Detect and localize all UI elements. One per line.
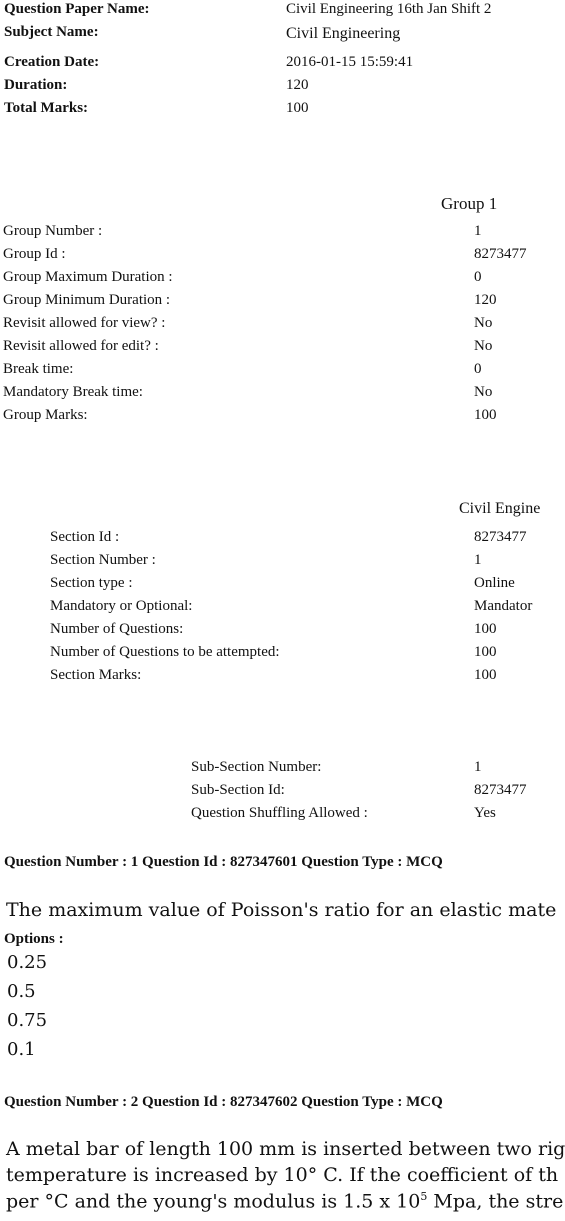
shuffling-label: Question Shuffling Allowed : [191, 805, 368, 821]
group-marks-label: Group Marks: [3, 407, 88, 423]
question-1-header: Question Number : 1 Question Id : 827347601 Question Type : MCQ [4, 854, 443, 870]
revisit-edit-label: Revisit allowed for edit? : [3, 338, 159, 354]
number-of-questions-value: 100 [474, 621, 497, 637]
mandatory-optional-value: Mandator [474, 598, 533, 614]
option-2: 0.5 [7, 981, 36, 1002]
subject-name-label: Subject Name: [4, 24, 99, 40]
group-id-value: 8273477 [474, 246, 527, 262]
option-3: 0.75 [7, 1010, 48, 1031]
question-2-text-line-1: A metal bar of length 100 mm is inserted between two rig [6, 1138, 565, 1160]
group-title: Group 1 [441, 194, 498, 213]
total-marks-label: Total Marks: [4, 100, 89, 116]
question-2-text-line-3 [6, 1190, 563, 1212]
options-label: Options : [4, 931, 64, 947]
duration-label: Duration: [4, 77, 68, 93]
section-number-value: 1 [474, 552, 482, 568]
group-marks-value: 100 [474, 407, 497, 423]
mandatory-optional-label: Mandatory or Optional: [50, 598, 193, 614]
duration-value: 120 [286, 77, 309, 93]
option-1: 0.25 [7, 952, 48, 973]
question-2-text-line-2: temperature is increased by 10° C. If the coefficient of th [6, 1164, 559, 1186]
question-2-text-line-3b: Mpa, the stre [427, 1190, 564, 1213]
exponent: 5 [420, 1190, 428, 1203]
questions-attempted-value: 100 [474, 644, 497, 660]
break-time-value: 0 [474, 361, 482, 377]
option-4: 0.1 [7, 1039, 36, 1060]
section-marks-value: 100 [474, 667, 497, 683]
group-min-duration-value: 120 [474, 292, 497, 308]
question-1-text: The maximum value of Poisson's ratio for an elastic mate [6, 899, 557, 921]
group-max-duration-label: Group Maximum Duration : [3, 269, 173, 285]
revisit-view-label: Revisit allowed for view? : [3, 315, 166, 331]
creation-date-label: Creation Date: [4, 54, 100, 70]
section-number-label: Section Number : [50, 552, 156, 568]
group-id-label: Group Id : [3, 246, 66, 262]
mandatory-break-value: No [474, 384, 493, 400]
subsection-id-value: 8273477 [474, 782, 527, 798]
section-id-label: Section Id : [50, 529, 120, 545]
mandatory-break-label: Mandatory Break time: [3, 384, 143, 400]
section-marks-label: Section Marks: [50, 667, 142, 683]
section-type-label: Section type : [50, 575, 133, 591]
question-2-header: Question Number : 2 Question Id : 827347602 Question Type : MCQ [4, 1094, 443, 1110]
group-number-label: Group Number : [3, 223, 103, 239]
subsection-number-label: Sub-Section Number: [191, 759, 322, 775]
total-marks-value: 100 [286, 100, 309, 116]
questions-attempted-label: Number of Questions to be attempted: [50, 644, 280, 660]
subsection-id-label: Sub-Section Id: [191, 782, 285, 798]
question-2-text-line-3a: per °C and the young's modulus is 1.5 x 10 [6, 1190, 421, 1213]
group-max-duration-value: 0 [474, 269, 482, 285]
shuffling-value: Yes [474, 805, 496, 821]
paper-name-value: Civil Engineering 16th Jan Shift 2 [286, 1, 492, 17]
group-min-duration-label: Group Minimum Duration : [3, 292, 171, 308]
subsection-number-value: 1 [474, 759, 482, 775]
number-of-questions-label: Number of Questions: [50, 621, 184, 637]
section-id-value: 8273477 [474, 529, 527, 545]
section-type-value: Online [474, 575, 515, 591]
subject-name-value: Civil Engineering [286, 25, 401, 42]
creation-date-value: 2016-01-15 15:59:41 [286, 54, 414, 70]
break-time-label: Break time: [3, 361, 74, 377]
group-number-value: 1 [474, 223, 482, 239]
revisit-edit-value: No [474, 338, 493, 354]
revisit-view-value: No [474, 315, 493, 331]
section-title: Civil Engine [459, 500, 541, 517]
paper-name-label: Question Paper Name: [4, 1, 150, 17]
